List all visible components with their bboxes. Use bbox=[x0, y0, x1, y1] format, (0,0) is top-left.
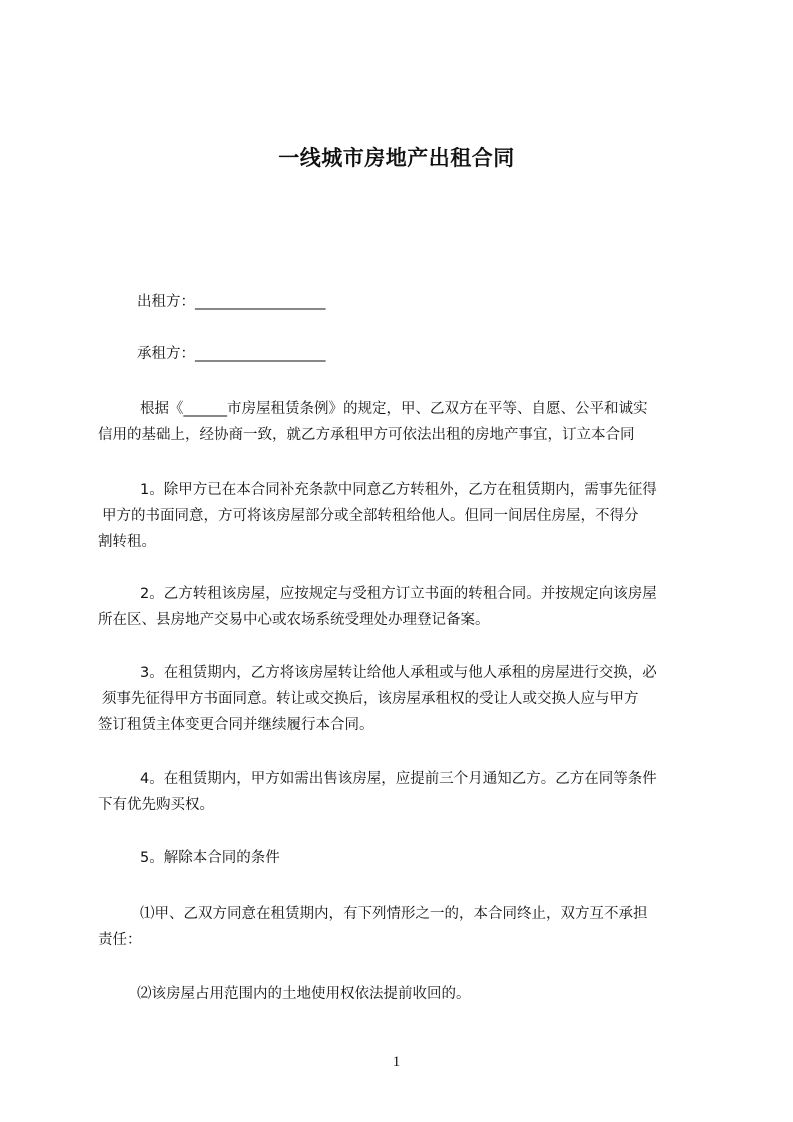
clause-4-line-1: 4。在租赁期内，甲方如需出售该房屋，应提前三个月通知乙方。乙方在同等条件 bbox=[140, 771, 657, 787]
clause-1-line-2: 甲方的书面同意，方可将该房屋部分或全部转租给他人。但同一间居住房屋，不得分 bbox=[102, 508, 639, 524]
clause-2-line-2: 所在区、县房地产交易中心或农场系统受理处办理登记备案。 bbox=[98, 612, 490, 628]
clause-1-line-3: 割转租。 bbox=[98, 534, 156, 550]
page-number: 1 bbox=[392, 1054, 401, 1070]
clause-3-line-3: 签订租赁主体变更合同并继续履行本合同。 bbox=[98, 717, 374, 733]
intro-line-1: 根据《______市房屋租赁条例》的规定，甲、乙双方在平等、自愿、公平和诚实 bbox=[140, 401, 648, 417]
lessee-line: 承租方：__________________ bbox=[137, 346, 326, 362]
clause-4-line-2: 下有优先购买权。 bbox=[98, 797, 214, 813]
clause-2-line-1: 2。乙方转租该房屋，应按规定与受租方订立书面的转租合同。并按规定向该房屋 bbox=[140, 586, 657, 602]
lessor-line: 出租方：__________________ bbox=[137, 294, 326, 310]
clause-1-line-1: 1。除甲方已在本合同补充条款中同意乙方转租外，乙方在租赁期内，需事先征得 bbox=[140, 482, 657, 498]
clause-5-1-line-2: 责任： bbox=[98, 932, 142, 948]
document-title: 一线城市房地产出租合同 bbox=[278, 146, 515, 170]
clause-5-heading: 5。解除本合同的条件 bbox=[140, 850, 280, 866]
clause-5-2-line: ⑵该房屋占用范围内的土地使用权依法提前收回的。 bbox=[137, 986, 471, 1002]
clause-3-line-1: 3。在租赁期内，乙方将该房屋转让给他人承租或与他人承租的房屋进行交换，必 bbox=[140, 665, 657, 681]
clause-3-line-2: 须事先征得甲方书面同意。转让或交换后，该房屋承租权的受让人或交换人应与甲方 bbox=[102, 691, 639, 707]
intro-line-2: 信用的基础上，经协商一致，就乙方承租甲方可依法出租的房地产事宜，订立本合同 bbox=[98, 427, 635, 443]
clause-5-1-line-1: ⑴甲、乙双方同意在租赁期内，有下列情形之一的，本合同终止，双方互不承担 bbox=[140, 906, 648, 922]
